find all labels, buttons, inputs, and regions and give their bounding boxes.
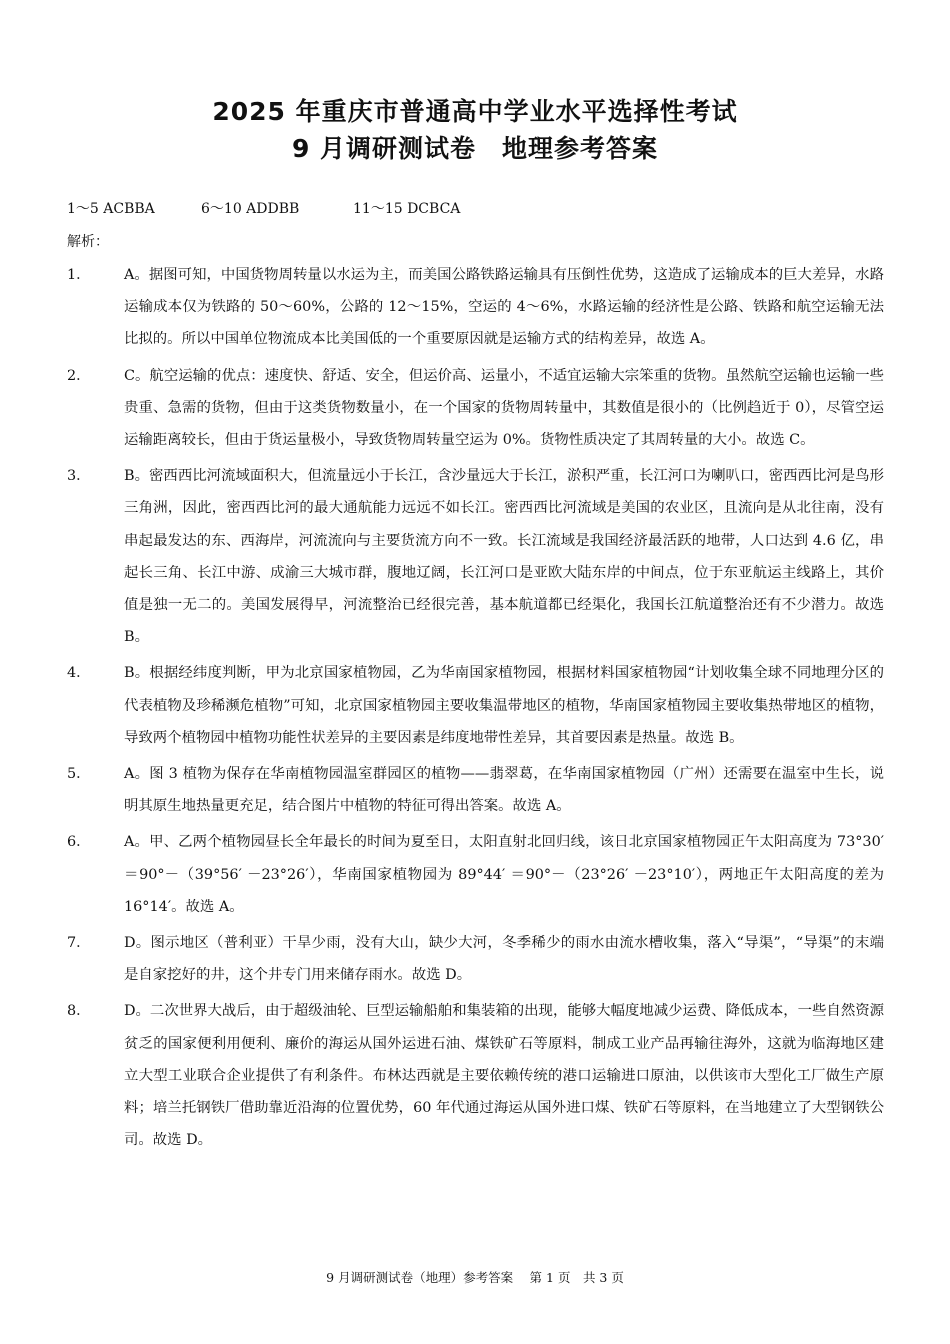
analysis-item [67, 758, 884, 822]
item-text: A。据图可知，中国货物周转量以水运为主，而美国公路铁路运输具有压倒性优势，这造成了运输成本的巨大差异，水路运输成本仅为铁路的 50～60%，公路的 12～15%，空运的 4～6%，水路运输的经济性是公路、铁路和航空运输无法比拟的。所以中国单位物流成本比美国低的一个重要原因就是运输方式的结构差异，故选 A。 [124, 267, 884, 348]
analysis-item [67, 259, 884, 356]
analysis-list [67, 259, 884, 1160]
analysis-item [67, 927, 884, 991]
page-footer: 9 月调研测试卷（地理）参考答案 第 1 页 共 3 页 [326, 1270, 624, 1285]
item-number: 6． [67, 834, 91, 851]
item-text: B。密西西比河流域面积大，但流量远小于长江，含沙量远大于长江，淤积严重，长江河口为喇叭口，密西西比河是鸟形三角洲，因此，密西西比河的最大通航能力远远不如长江。密西西比河流域是美国的农业区，且流向是从北往南，没有串起最发达的东、西海岸，河流流向与主要货流方向不一致。长江流域是我国经济最活跃的地带，人口达到 4.6 亿，串起长三角、长江中游、成渝三大城市群，腹地辽阔，长江河口是亚欧大陆东岸的中间点，位于东亚航运主线路上，其价值是独一无二的。美国发展得早，河流整治已经很完善，基本航道都已经渠化，我国长江航道整治还有不少潜力。故选 B。 [124, 468, 884, 646]
item-text: A。图 3 植物为保存在华南植物园温室群园区的植物——翡翠葛，在华南国家植物园（广州）还需要在温室中生长，说明其原生地热量更充足，结合图片中植物的特征可得出答案。故选 A。 [124, 766, 884, 815]
item-number: 7． [67, 935, 91, 952]
analysis-item [67, 360, 884, 457]
item-number: 3． [67, 468, 91, 485]
answer-group-1: 1～5 ACBBA [67, 201, 155, 217]
analysis-item [67, 995, 884, 1156]
item-text: C。航空运输的优点：速度快、舒适、安全，但运价高、运量小，不适宜运输大宗笨重的货物。虽然航空运输也运输一些贵重、急需的货物，但由于这类货物数量小，在一个国家的货物周转量中，其数值是很小的（比例趋近于 0），尽管空运运输距离较长，但由于货运量极小，导致货物周转量空运为 0%。货物性质决定了其周转量的大小。故选 C。 [124, 367, 884, 449]
item-number: 2． [67, 367, 91, 384]
answer-group-3: 11～15 DCBCA [353, 201, 461, 217]
analysis-item [67, 460, 884, 653]
analysis-item [67, 826, 884, 923]
analysis-label: 解析： [67, 234, 109, 250]
answer-key [67, 198, 460, 218]
item-number: 5． [67, 766, 91, 783]
item-text: A。甲、乙两个植物园昼长全年最长的时间为夏至日，太阳直射北回归线，该日北京国家植物园正午太阳高度为 73°30′ ＝90°－（39°56′ －23°26′），华南国家植物园为 89°44′ ＝90°－（23°26′ －23°10′），两地正午太阳高度的差为 16°14′。故选 A。 [124, 834, 884, 915]
item-number: 4． [67, 665, 91, 682]
answer-group-2: 6～10 ADDBB [201, 201, 300, 217]
document-title: 2025 年重庆市普通高中学业水平选择性考试 [212, 97, 738, 126]
item-text: D。图示地区（普利亚）干旱少雨，没有大山，缺少大河，冬季稀少的雨水由流水槽收集，落入“导渠”，“导渠”的末端是自家挖好的井，这个井专门用来储存雨水。故选 D。 [124, 935, 884, 984]
item-number: 8． [67, 1003, 91, 1020]
item-text: B。根据经纬度判断，甲为北京国家植物园，乙为华南国家植物园，根据材料国家植物园“计划收集全球不同地理分区的代表植物及珍稀濒危植物”可知，北京国家植物园主要收集温带地区的植物，华南国家植物园主要收集热带地区的植物，导致两个植物园中植物功能性状差异的主要因素是纬度地带性差异，其首要因素是热量。故选 B。 [124, 665, 884, 746]
document-subtitle: 9 月调研测试卷 地理参考答案 [291, 134, 659, 163]
item-text: D。二次世界大战后，由于超级油轮、巨型运输船舶和集装箱的出现，能够大幅度地减少运费、降低成本，一些自然资源贫乏的国家便利用便利、廉价的海运从国外运进石油、煤铁矿石等原料，制成工业产品再输往海外，这就为临海地区建立大型工业联合企业提供了有利条件。布林达西就是主要依赖传统的港口运输进口原油，以供该市大型化工厂做生产原料；培兰托钢铁厂借助靠近沿海的位置优势，60 年代通过海运从国外进口煤、铁矿石等原料，在当地建立了大型钢铁公司。故选 D。 [124, 1003, 884, 1149]
analysis-item [67, 657, 884, 754]
item-number: 1． [67, 267, 91, 283]
